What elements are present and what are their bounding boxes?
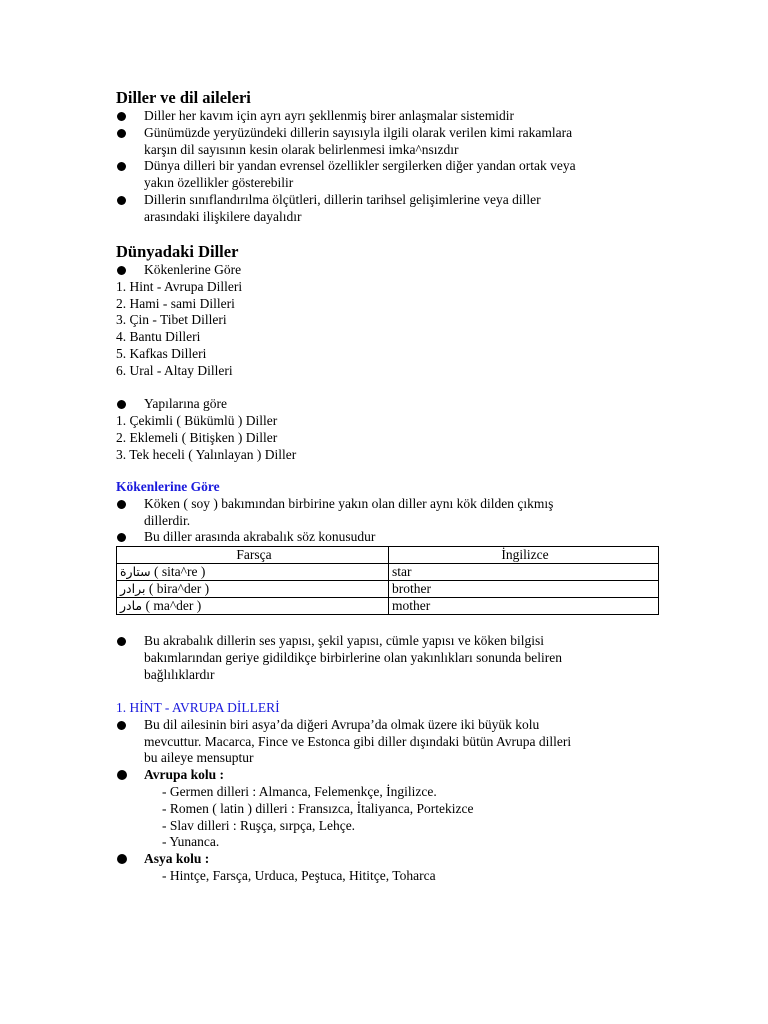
bullet-icon	[117, 162, 126, 171]
branch-label: Avrupa kolu :	[144, 767, 225, 783]
list-item: 2. Eklemeli ( Bitişken ) Diller	[116, 429, 278, 445]
column-header: İngilizce	[389, 547, 659, 564]
table-cell	[117, 581, 389, 598]
list-item: 2. Hami - sami Dilleri	[116, 295, 235, 311]
list-item: - Hintçe, Farsça, Urduca, Peştuca, Hititçe, Toharca	[162, 867, 436, 883]
table-cell	[117, 598, 389, 615]
table-row	[117, 581, 659, 598]
bullet-text: arasındaki ilişkilere dayalıdır	[144, 208, 302, 224]
bullet-item	[116, 717, 676, 767]
list-item: 4. Bantu Dilleri	[116, 329, 201, 345]
list-item: 1. Hint - Avrupa Dilleri	[116, 278, 243, 294]
transliteration: ( sita^re )	[154, 564, 206, 580]
section-world-languages	[116, 242, 676, 464]
bullet-icon	[117, 112, 126, 121]
table-cell	[117, 564, 389, 581]
bullet-item	[116, 633, 676, 683]
list-item: - Slav dilleri : Ruşça, sırpça, Lehçe.	[162, 817, 356, 833]
heading-world-languages: Dünyadaki Diller	[116, 242, 239, 261]
heading-languages-families: Diller ve dil aileleri	[116, 88, 251, 107]
bullet-text: karşın dil sayısının kesin olarak belirlenmesi imka^nsızdır	[144, 141, 459, 157]
list-item: 5. Kafkas Dilleri	[116, 345, 207, 361]
bullet-item	[116, 396, 676, 413]
bullet-icon	[117, 533, 126, 542]
bullet-icon	[117, 854, 127, 864]
section-indo-european	[116, 700, 676, 885]
bullet-text: Dillerin sınıflandırılma ölçütleri, dillerin tarihsel gelişimlerine veya diller	[144, 191, 541, 207]
table-header-row	[117, 547, 659, 564]
column-header: Farsça	[117, 547, 389, 564]
section-by-origin	[116, 479, 676, 615]
transliteration: ( ma^der )	[145, 598, 202, 614]
bullet-text: Yapılarına göre	[144, 396, 227, 412]
transliteration: ( bira^der )	[148, 581, 210, 597]
bullet-icon	[117, 266, 126, 275]
bullet-icon	[117, 129, 126, 138]
bullet-icon	[117, 637, 126, 646]
table-cell: star	[389, 564, 659, 581]
bullet-item	[116, 108, 676, 125]
kinship-table	[116, 546, 659, 615]
heading-by-origin: Kökenlerine Göre	[116, 479, 220, 494]
bullet-text: Bu diller arasında akrabalık söz konusudur	[144, 529, 376, 545]
bullet-text: Kökenlerine Göre	[144, 262, 242, 277]
bullet-text: Köken ( soy ) bakımından birbirine yakın olan diller aynı kök dilden çıkmış	[144, 495, 554, 511]
list-item: - Germen dilleri : Almanca, Felemenkçe, İngilizce.	[162, 783, 437, 799]
bullet-item	[116, 125, 676, 159]
bullet-item	[116, 767, 676, 784]
table-row	[117, 564, 659, 581]
bullet-text: mevcuttur. Macarca, Fince ve Estonca gibi diller dışındaki bütün Avrupa dilleri	[144, 733, 572, 749]
list-item: - Yunanca.	[162, 834, 220, 850]
list-item: - Romen ( latin ) dilleri : Fransızca, İtaliyanca, Portekizce	[162, 800, 474, 816]
bullet-text: bakımlarından geriye gidildikçe birbirlerine olan yakınlıkları sonunda beliren	[144, 649, 562, 665]
persian-word: ستارة	[120, 564, 151, 580]
section-languages-families	[116, 88, 676, 226]
bullet-item	[116, 158, 676, 192]
table-cell: brother	[389, 581, 659, 598]
bullet-item	[116, 192, 676, 226]
bullet-icon	[117, 721, 126, 730]
list-item: 3. Tek heceli ( Yalınlayan ) Diller	[116, 446, 297, 462]
bullet-text: Dünya dilleri bir yandan evrensel özellikler sergilerken diğer yandan ortak veya	[144, 158, 576, 174]
list-item: 6. Ural - Altay Dilleri	[116, 362, 233, 378]
bullet-icon	[117, 400, 126, 409]
bullet-text: Bu dil ailesinin biri asya’da diğeri Avrupa’da olmak üzere iki büyük kolu	[144, 716, 540, 732]
bullet-text: bu aileye mensuptur	[144, 750, 254, 766]
heading-indo-european: 1. HİNT - AVRUPA DİLLERİ	[116, 700, 280, 715]
persian-word: برادر	[120, 581, 146, 597]
bullet-item	[116, 262, 676, 279]
table-cell: mother	[389, 598, 659, 615]
list-item: 1. Çekimli ( Bükümlü ) Diller	[116, 413, 278, 429]
list-item: 3. Çin - Tibet Dilleri	[116, 312, 227, 328]
bullet-text: yakın özellikler gösterebilir	[144, 175, 294, 191]
branch-label: Asya kolu :	[144, 851, 210, 867]
section-kinship-note	[116, 633, 676, 683]
bullet-icon	[117, 196, 126, 205]
bullet-text: Diller her kavım için ayrı ayrı şekllenmiş birer anlaşmalar sistemidir	[144, 108, 515, 123]
bullet-text: Günümüzde yeryüzündeki dillerin sayısıyla ilgili olarak verilen kimi rakamlara	[144, 124, 573, 140]
persian-word: مادر	[120, 598, 143, 614]
bullet-item	[116, 851, 676, 868]
bullet-text: bağlılıklardır	[144, 666, 215, 682]
bullet-icon	[117, 500, 126, 509]
table-row	[117, 598, 659, 615]
bullet-item	[116, 529, 676, 546]
bullet-icon	[117, 770, 127, 780]
bullet-text: Bu akrabalık dillerin ses yapısı, şekil yapısı, cümle yapısı ve köken bilgisi	[144, 633, 545, 648]
bullet-item	[116, 496, 676, 530]
bullet-text: dillerdir.	[144, 512, 191, 528]
